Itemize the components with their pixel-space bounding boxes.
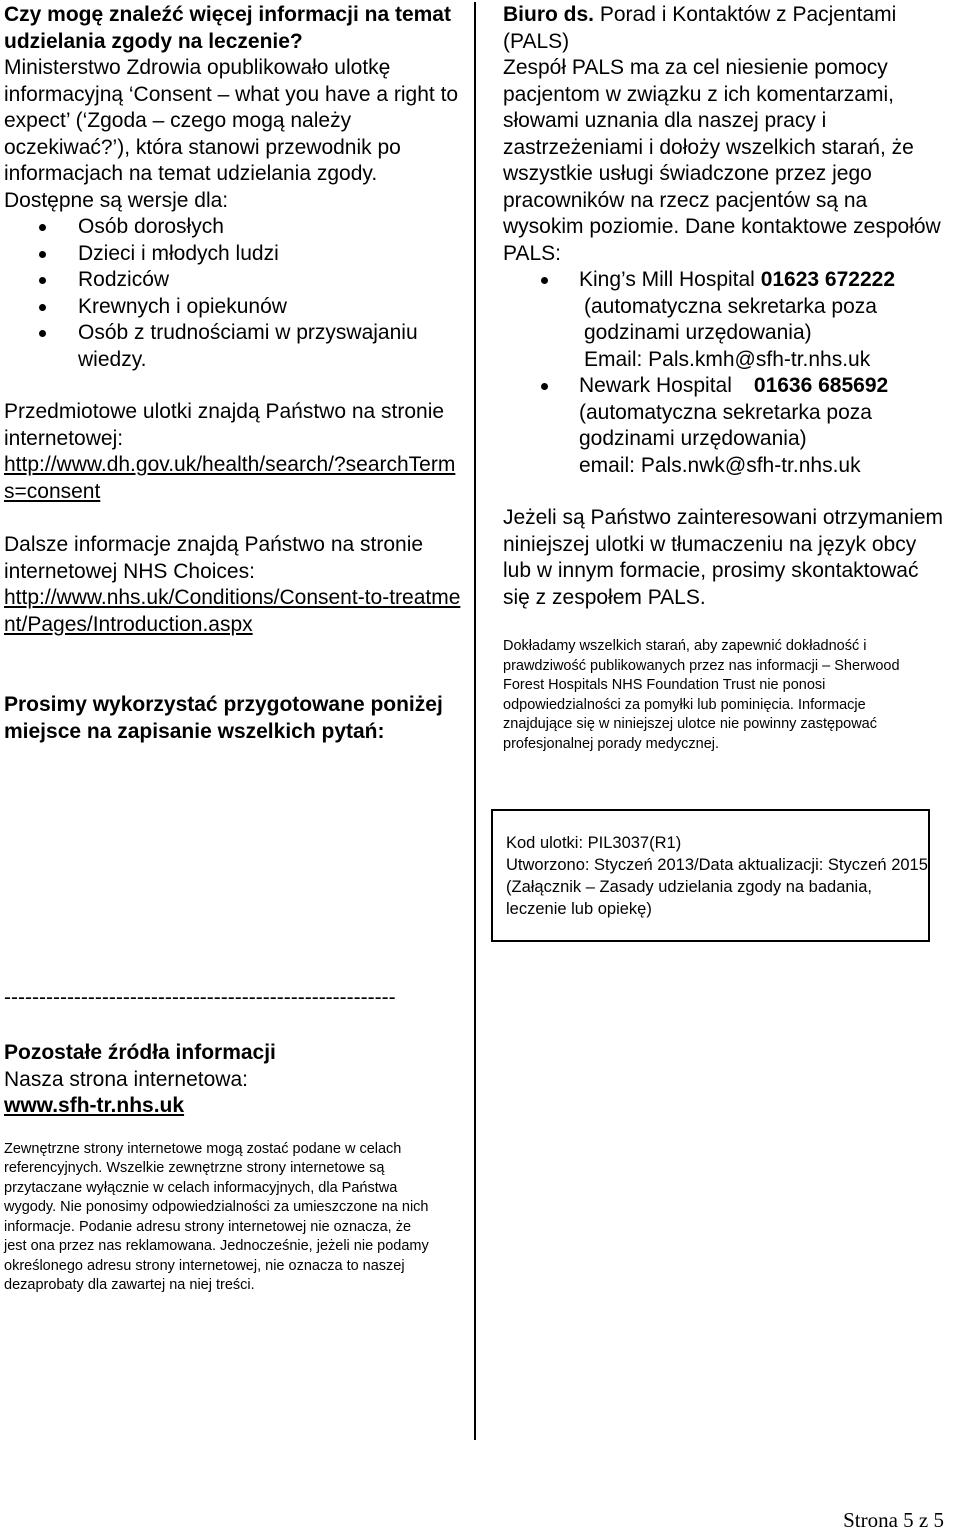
consent-intro: Ministerstwo Zdrowia opublikowało ulotkę informacyjną ‘Consent – what you have a right to expect’ (‘Zgoda – czego mogą należy oczekiwać?’), która stanowi przewodnik po informacjach na temat udzielania zgody. Dostępne są wersje dla: [4,56,459,212]
leaflet-dates: Utworzono: Styczeń 2013/Data aktualizacji: Styczeń 2015 [506,856,928,874]
list-item [503,373,948,479]
leaflet-code-box [491,809,930,942]
website-label: Nasza strona internetowa: [4,1067,248,1091]
other-sources [4,1040,464,1296]
newark-email: email: Pals.nwk@sfh-tr.nhs.uk [579,453,861,477]
page-number: Strona 5 z 5 [843,1508,944,1532]
left-column [4,2,464,745]
external-sites-note: Zewnętrzne strony internetowe mogą zostać podane w celach referencyjnych. Wszelkie zewnętrzne strony internetowe są przytaczane wyłącznie w celach informacyjnych, dla Państwa wygody. Nie ponosimy odpowiedzialności za umieszczone na nich informacje. Podanie adresu strony internetowej nie oznacza, że jest ona przez nas reklamowana. Jednocześnie, jeżeli nie podamy określonego adresu strony internetowej, nie oznacza to naszej dezaprobaty dla zawartej na niej treści. [4,1140,429,1293]
list-item: Krewnych i opiekunów [4,294,464,321]
questions-prompt: Prosimy wykorzystać przygotowane poniżej miejsce na zapisanie wszelkich pytań: [4,693,443,743]
list-item: Osób dorosłych [4,214,464,241]
pals-heading [503,2,948,55]
website-link[interactable]: www.sfh-tr.nhs.uk [4,1094,185,1117]
consent-question-title: Czy mogę znaleźć więcej informacji na temat udzielania zgody na leczenie? [4,3,451,53]
list-item: Osób z trudnościami w przyswajaniu wiedzy. [4,320,464,373]
pals-description: Zespół PALS ma za cel niesienie pomocy pacjentom w związku z ich komentarzami, słowami uznania dla naszej pracy i zastrzeżeniami i dołoży wszelkich starań, że wszystkie usługi świadczone przez jego pracowników na rzecz pacjentów są na wysokim poziomie. Dane kontaktowe zespołów PALS: [503,56,941,265]
leaflet-attachment: (Załącznik – Zasady udzielania zgody na badania, leczenie lub opiekę) [506,878,872,918]
kings-mill-note: (automatyczna sekretarka poza godzinami urzędowania) [584,294,877,344]
list-item [503,267,948,373]
nhs-choices-text: Dalsze informacje znajdą Państwo na stronie internetowej NHS Choices: [4,533,424,583]
column-divider [474,2,476,1440]
newark-phone: 01636 685692 [753,374,889,397]
accuracy-disclaimer: Dokładamy wszelkich starań, aby zapewnić dokładność i prawdziwość publikowanych przez nas informacji – Sherwood Forest Hospitals NHS Foundation Trust nie ponosi odpowiedzialności za pomyłki lub pominięcia. Informacje znajdujące się w niniejszej ulotce nie powinny zastępować profesjonalnej porady medycznej. [503,638,900,752]
kings-mill-email: Email: Pals.kmh@sfh-tr.nhs.uk [584,347,871,371]
other-sources-title: Pozostałe źródła informacji [4,1041,276,1064]
newark-name: Newark Hospital [579,374,732,397]
hospital-contacts [503,267,948,479]
list-item: Dzieci i młodych ludzi [4,241,464,268]
dh-link[interactable]: http://www.dh.gov.uk/health/search/?searchTerms=consent [4,453,456,503]
right-column [503,2,948,754]
leaflet-code: Kod ulotki: PIL3037(R1) [506,834,682,852]
dashed-separator: -------------------------------------------------------- [4,986,396,1009]
kings-mill-phone: 01623 672222 [760,268,895,291]
versions-list [4,214,464,373]
newark-note: (automatyczna sekretarka poza godzinami urzędowania) [579,400,872,450]
pals-heading-b: Porad i Kontaktów z Pacjentami (PALS) [503,3,897,53]
list-item: Rodziców [4,267,464,294]
kings-mill-name: King’s Mill Hospital [579,268,761,291]
translation-note: Jeżeli są Państwo zainteresowani otrzymaniem niniejszej ulotki w tłumaczeniu na język obcy lub w innym formacie, prosimy skontaktować się z zespołem PALS. [503,506,944,609]
leaflets-text: Przedmiotowe ulotki znajdą Państwo na stronie internetowej: [4,400,445,450]
nhs-choices-link[interactable]: http://www.nhs.uk/Conditions/Consent-to-treatment/Pages/Introduction.aspx [4,586,461,636]
pals-heading-a: Biuro ds. [503,3,600,26]
